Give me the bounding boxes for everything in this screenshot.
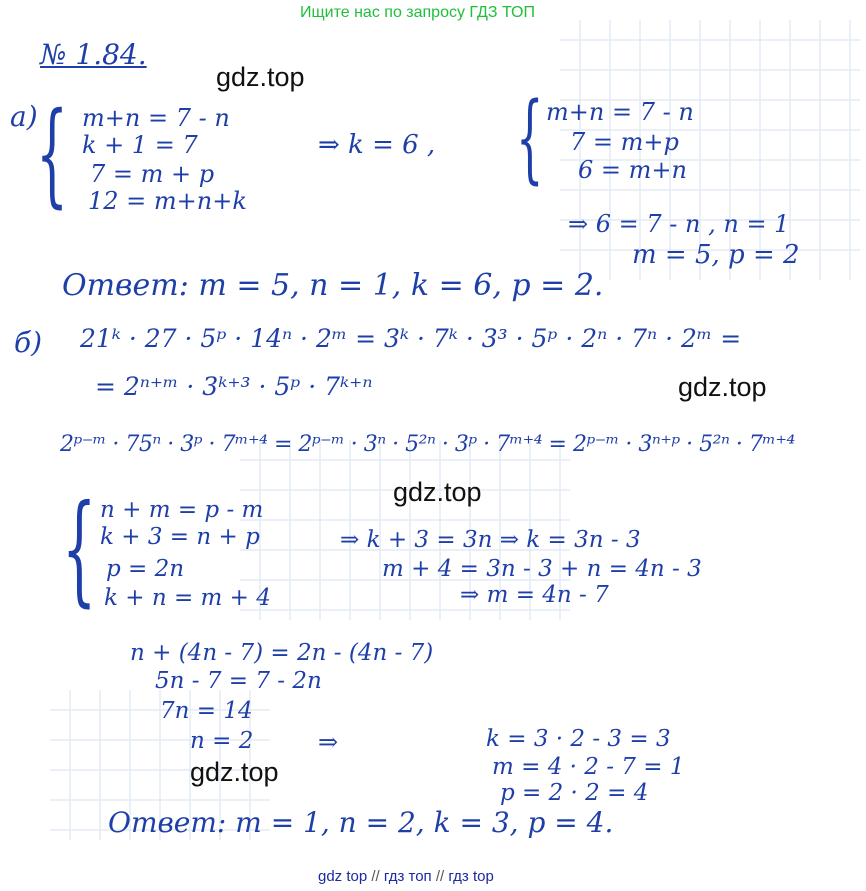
implies-arrow: ⇒ [318, 728, 339, 756]
footer-link[interactable]: гдз top [448, 868, 494, 885]
system-brace: { [36, 89, 69, 219]
system-equation: k + 1 = 7 [82, 131, 198, 159]
part-a-label: а) [10, 100, 38, 133]
watermark: gdz.top [678, 372, 767, 402]
deduction: ⇒ k + 3 = 3n ⇒ k = 3n - 3 [340, 527, 641, 553]
deduction: m + 4 = 3n - 3 + n = 4n - 3 [382, 556, 702, 582]
solving-step: 7n = 14 [160, 698, 253, 724]
equation-line: 2ᵖ⁻ᵐ · 75ⁿ · 3ᵖ · 7ᵐ⁺⁴ = 2ᵖ⁻ᵐ · 3ⁿ · 5²ⁿ · 3ᵖ · 7ᵐ⁺⁴ = 2ᵖ⁻ᵐ · 3ⁿ⁺ᵖ · 5²ⁿ · 7ᵐ⁺⁴ [60, 432, 795, 457]
footer-separator: // [435, 868, 445, 885]
watermark: gdz.top [190, 757, 279, 787]
part-b-label: б) [14, 326, 43, 359]
system-equation: 7 = m+p [570, 128, 679, 156]
solving-step: 5n - 7 = 7 - 2n [155, 668, 322, 694]
watermark: gdz.top [216, 62, 305, 92]
system-brace: { [516, 82, 544, 194]
system-equation: m+n = 7 - n [82, 104, 230, 132]
system-equation: p = 2n [106, 556, 185, 582]
deduction: ⇒ m = 4n - 7 [460, 582, 609, 608]
watermark: gdz.top [393, 477, 482, 507]
answer-a: Ответ: m = 5, n = 1, k = 6, p = 2. [62, 268, 604, 303]
footer-link[interactable]: гдз топ [383, 868, 432, 885]
deduction: m = 5, p = 2 [632, 240, 800, 270]
deduction: ⇒ 6 = 7 - n , n = 1 [568, 210, 790, 238]
equation-line: 21ᵏ · 27 · 5ᵖ · 14ⁿ · 2ᵐ = 3ᵏ · 7ᵏ · 3³ · 5ᵖ · 2ⁿ · 7ⁿ · 2ᵐ = [80, 324, 742, 353]
solving-step: n = 2 [190, 728, 254, 754]
system-equation: k + n = m + 4 [104, 585, 271, 611]
footer-link[interactable]: gdz top [318, 868, 368, 885]
system-equation: 6 = m+n [578, 156, 687, 184]
result: p = 2 · 2 = 4 [500, 780, 649, 806]
equation-line: = 2ⁿ⁺ᵐ · 3ᵏ⁺³ · 5ᵖ · 7ᵏ⁺ⁿ [95, 372, 373, 401]
system-equation: m+n = 7 - n [546, 98, 694, 126]
system-equation: n + m = p - m [100, 497, 264, 523]
problem-number: № 1.84. [40, 38, 147, 71]
implies-k: ⇒ k = 6 , [318, 130, 436, 160]
solving-step: n + (4n - 7) = 2n - (4n - 7) [130, 640, 434, 666]
search-promo-link[interactable]: Ищите нас по запросу ГДЗ ТОП [300, 4, 535, 21]
system-equation: k + 3 = n + p [100, 524, 260, 550]
system-equation: 7 = m + p [90, 160, 215, 188]
system-brace: { [62, 480, 97, 619]
footer-separator: // [371, 868, 380, 885]
system-equation: 12 = m+n+k [88, 187, 247, 215]
footer-links [318, 868, 494, 885]
result: k = 3 · 2 - 3 = 3 [486, 726, 671, 752]
result: m = 4 · 2 - 7 = 1 [492, 754, 685, 780]
answer-b: Ответ: m = 1, n = 2, k = 3, p = 4. [108, 806, 614, 839]
